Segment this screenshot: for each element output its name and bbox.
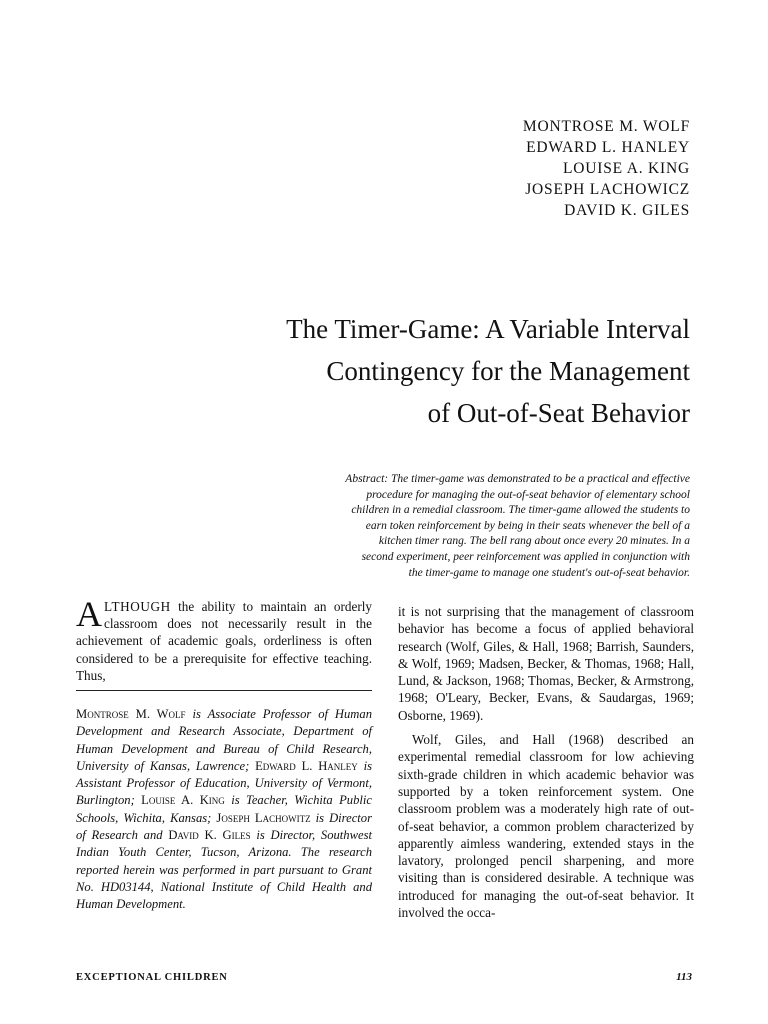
author-name: DAVID K. GILES [564,202,690,219]
footnote-author: David K. Giles [168,828,251,843]
abstract-line: the timer-game to manage one student's out-of-seat behavior. [408,566,690,579]
footnote-text: is Director, Southwest Indian Youth Center, Tucson, Arizona. The research reported herein was performed in part pursuant to Grant No. HD03144, National Institute of Child Health and Human Development. [76,828,372,912]
author-affiliations-footnote [76,706,372,914]
footnote-text: is Teacher, Wichita Public Schools, Wichita, Kansas; [76,793,372,825]
abstract-line: earn token reinforcement by being in their seats whenever the bell of a [365,519,690,532]
footnote-text: is Associate Professor of Human Development and Research Associate, Department of Human Development and Bureau of Child Research, University of Kansas, Lawrence; [76,707,372,773]
abstract-line: second experiment, peer reinforcement was applied in conjunction with [361,550,690,563]
body-paragraph: it is not surprising that the management of classroom behavior has become a focus of applied behavioral research (Wolf, Giles, & Hall, 1968; Barrish, Saunders, & Wolf, 1969; Madsen, Becker, & Thomas, 1968; Hall, Lund, & Jackson, 1968; Thomas, Becker, & Armstrong, 1968; O'Leary, Becker, Evans, & Saudargas, 1969; Osborne, 1969). [398,604,694,723]
abstract-line: Abstract: The timer-game was demonstrated to be a practical and effective [345,473,690,485]
title-line: of Out-of-Seat Behavior [427,398,690,428]
author-list [523,116,690,221]
article-title [90,308,690,434]
footnote-text: is Director of Research and [76,810,372,843]
footnote-author: Edward L. Hanley [255,758,358,773]
footnote-author: Joseph Lachowitz [216,810,311,825]
drop-cap: A [76,594,102,634]
footnote-author: Montrose M. Wolf [76,707,186,721]
footnote-text: is Assistant Professor of Education, University of Vermont, Burlington; [76,758,372,808]
body-paragraph: Wolf, Giles, and Hall (1968) described an experimental remedial classroom for low achieving sixth-grade children in which academic behavior was supported by a token reinforcement system. One classroom problem was a moderately high rate of out-of-seat behavior, a common problem characterized by apparently aimless wandering, extended stays in the lavatory, prolonged pencil sharpening, and more visiting than is considered desirable. A technique was introduced for managing the out-of-seat behavior. It involved the occa- [398,732,694,921]
right-column [398,603,694,921]
left-column [76,594,372,684]
author-name: JOSEPH LACHOWICZ [525,181,690,198]
abstract-line: procedure for managing the out-of-seat behavior of elementary school [366,488,690,501]
intro-paragraph [76,594,372,684]
lead-word: LTHOUGH [104,599,171,614]
title-line: The Timer-Game: A Variable Interval [286,314,690,344]
journal-name: EXCEPTIONAL CHILDREN [76,972,228,983]
intro-text: the ability to maintain an orderly classroom does not necessarily result in the achievement of academic goals, orderliness is often considered to be a prerequisite for effective teaching. Thus, [76,599,372,683]
author-name: EDWARD L. HANLEY [526,139,690,156]
footnote-author: Louise A. King [141,793,225,808]
abstract [220,472,690,581]
page-number: 113 [676,971,692,983]
abstract-line: children in a remedial classroom. The timer-game allowed the students to [351,504,690,517]
title-line: Contingency for the Management [326,356,690,386]
author-name: LOUISE A. KING [562,160,690,177]
abstract-line: kitchen timer rang. The bell rang about once every 20 minutes. In a [378,535,690,548]
author-name: MONTROSE M. WOLF [522,118,690,135]
footnote-divider [76,690,372,691]
